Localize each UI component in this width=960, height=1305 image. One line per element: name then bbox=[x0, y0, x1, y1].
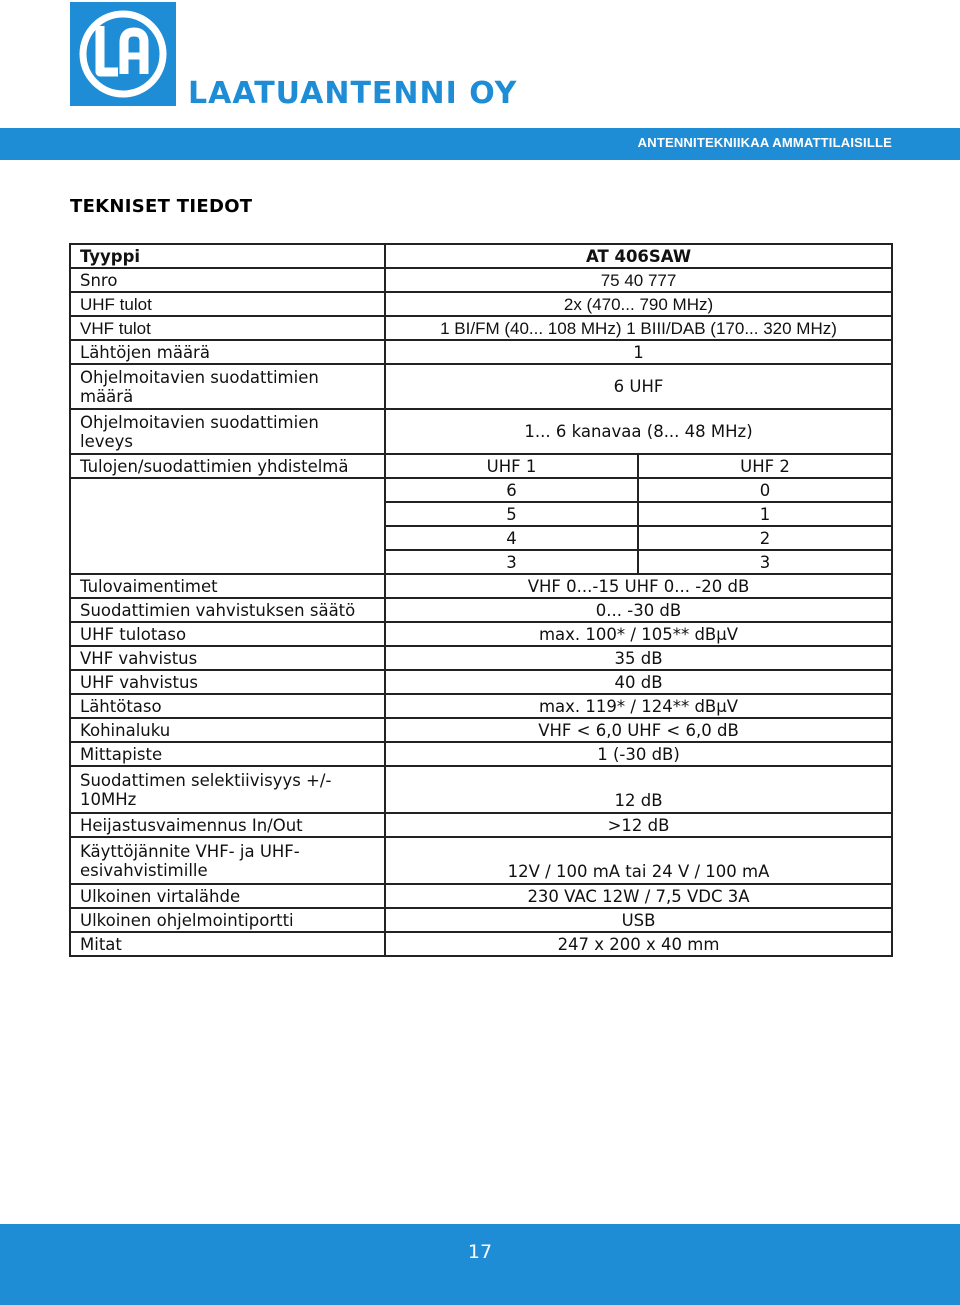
footer-band bbox=[0, 1224, 960, 1305]
spec-value: 75 40 777 bbox=[385, 268, 892, 292]
spec-label: Lähtötaso bbox=[70, 694, 385, 718]
combo-cell: 3 bbox=[638, 550, 892, 574]
spec-label: Ohjelmoitavien suodattimien määrä bbox=[70, 364, 385, 409]
spec-value: 247 x 200 x 40 mm bbox=[385, 932, 892, 956]
spec-label: Snro bbox=[70, 268, 385, 292]
spec-label: Suodattimen selektiivisyys +/- 10MHz bbox=[70, 766, 385, 813]
spec-value: 230 VAC 12W / 7,5 VDC 3A bbox=[385, 884, 892, 908]
spec-label: UHF tulotaso bbox=[70, 622, 385, 646]
spec-label: VHF vahvistus bbox=[70, 646, 385, 670]
spec-value: 12 dB bbox=[385, 766, 892, 813]
table-row bbox=[70, 364, 892, 409]
spec-value: max. 100* / 105** dBµV bbox=[385, 622, 892, 646]
spec-value: 1... 6 kanavaa (8... 48 MHz) bbox=[385, 409, 892, 454]
spec-value: VHF < 6,0 UHF < 6,0 dB bbox=[385, 718, 892, 742]
combo-col1-header: UHF 1 bbox=[385, 454, 638, 478]
company-tagline: ANTENNITEKNIIKAA AMMATTILAISILLE bbox=[637, 135, 892, 150]
company-name: LAATUANTENNI OY bbox=[188, 76, 518, 111]
combo-cell: 1 bbox=[638, 502, 892, 526]
spec-value: 35 dB bbox=[385, 646, 892, 670]
combo-cell: 3 bbox=[385, 550, 638, 574]
spec-label: Lähtöjen määrä bbox=[70, 340, 385, 364]
table-row bbox=[70, 813, 892, 837]
spec-table bbox=[69, 243, 893, 957]
table-row bbox=[70, 884, 892, 908]
la-logo-icon bbox=[70, 2, 176, 106]
table-row bbox=[70, 837, 892, 884]
spec-value: 2x (470... 790 MHz) bbox=[385, 292, 892, 316]
table-row bbox=[70, 598, 892, 622]
table-row bbox=[70, 454, 892, 478]
table-row bbox=[70, 316, 892, 340]
table-row bbox=[70, 646, 892, 670]
spec-label: Suodattimien vahvistuksen säätö bbox=[70, 598, 385, 622]
spec-label: UHF tulot bbox=[70, 292, 385, 316]
spec-label: Kohinaluku bbox=[70, 718, 385, 742]
spec-value: 0... -30 dB bbox=[385, 598, 892, 622]
spec-value: >12 dB bbox=[385, 813, 892, 837]
spec-value: 1 bbox=[385, 340, 892, 364]
spec-label: VHF tulot bbox=[70, 316, 385, 340]
table-row bbox=[70, 478, 892, 502]
combo-col2-header: UHF 2 bbox=[638, 454, 892, 478]
combo-cell: 4 bbox=[385, 526, 638, 550]
spec-value: USB bbox=[385, 908, 892, 932]
combo-blank-cell bbox=[70, 478, 385, 574]
company-logo bbox=[70, 2, 176, 106]
table-row bbox=[70, 292, 892, 316]
spec-value: 1 BI/FM (40... 108 MHz) 1 BIII/DAB (170... 320 MHz) bbox=[385, 316, 892, 340]
section-title: TEKNISET TIEDOT bbox=[70, 196, 253, 217]
combo-label: Tulojen/suodattimien yhdistelmä bbox=[70, 454, 385, 478]
type-value: AT 406SAW bbox=[385, 244, 892, 268]
type-label: Tyyppi bbox=[70, 244, 385, 268]
spec-value: 6 UHF bbox=[385, 364, 892, 409]
spec-value: 40 dB bbox=[385, 670, 892, 694]
table-row bbox=[70, 718, 892, 742]
combo-cell: 0 bbox=[638, 478, 892, 502]
spec-label: Heijastusvaimennus In/Out bbox=[70, 813, 385, 837]
table-row bbox=[70, 766, 892, 813]
spec-value: 1 (-30 dB) bbox=[385, 742, 892, 766]
table-row bbox=[70, 622, 892, 646]
table-row bbox=[70, 574, 892, 598]
combo-cell: 5 bbox=[385, 502, 638, 526]
table-row bbox=[70, 244, 892, 268]
spec-label: Käyttöjännite VHF- ja UHF-esivahvistimille bbox=[70, 837, 385, 884]
spec-label: UHF vahvistus bbox=[70, 670, 385, 694]
spec-label: Ulkoinen virtalähde bbox=[70, 884, 385, 908]
table-row bbox=[70, 908, 892, 932]
combo-cell: 6 bbox=[385, 478, 638, 502]
spec-value: VHF 0...-15 UHF 0... -20 dB bbox=[385, 574, 892, 598]
combo-cell: 2 bbox=[638, 526, 892, 550]
spec-value: max. 119* / 124** dBµV bbox=[385, 694, 892, 718]
table-row bbox=[70, 932, 892, 956]
page-number: 17 bbox=[467, 1241, 493, 1263]
table-row bbox=[70, 340, 892, 364]
table-row bbox=[70, 268, 892, 292]
spec-label: Tulovaimentimet bbox=[70, 574, 385, 598]
table-row bbox=[70, 409, 892, 454]
spec-value: 12V / 100 mA tai 24 V / 100 mA bbox=[385, 837, 892, 884]
spec-label: Mitat bbox=[70, 932, 385, 956]
spec-label: Ulkoinen ohjelmointiportti bbox=[70, 908, 385, 932]
table-row bbox=[70, 742, 892, 766]
table-row bbox=[70, 670, 892, 694]
spec-label: Ohjelmoitavien suodattimien leveys bbox=[70, 409, 385, 454]
table-row bbox=[70, 694, 892, 718]
spec-label: Mittapiste bbox=[70, 742, 385, 766]
